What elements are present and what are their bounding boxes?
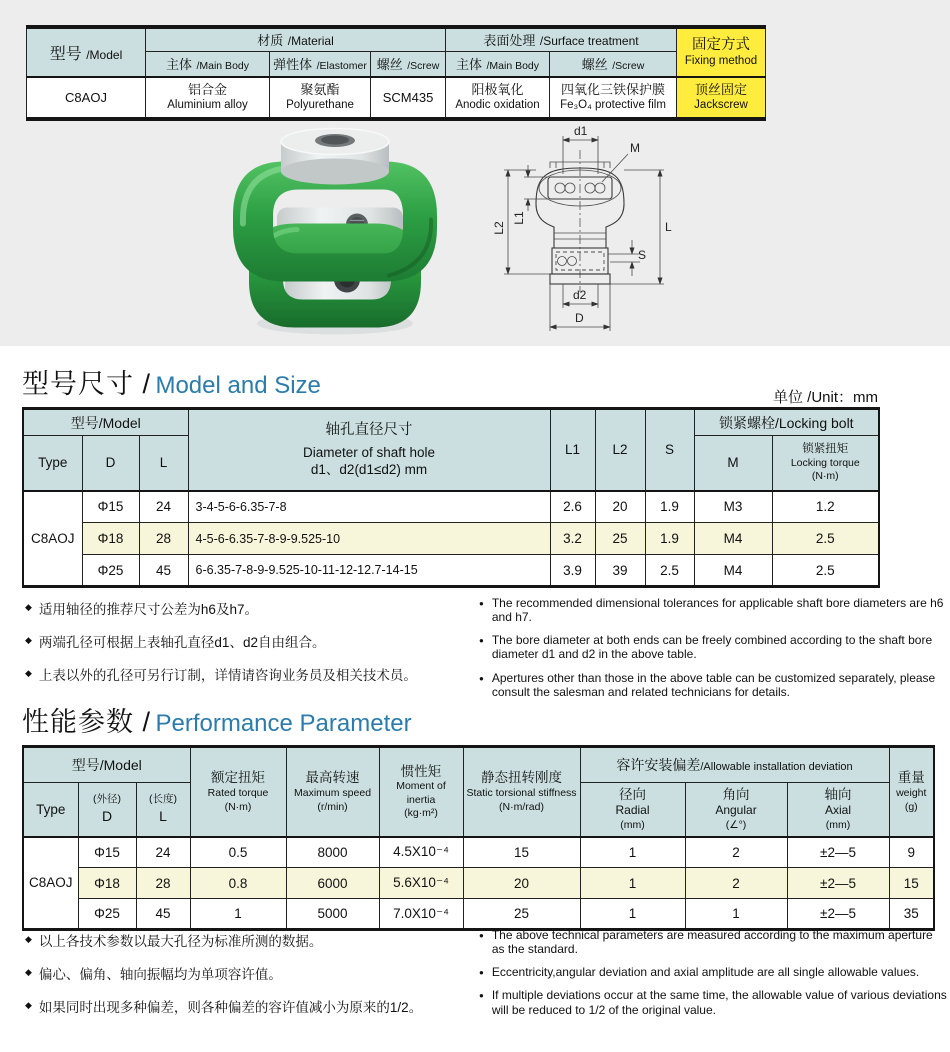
size-m-18: M4 [694, 523, 772, 555]
size-note-zh-3: 上表以外的孔径可另行订制，详情请咨询业务员及相关技术员。 [38, 668, 417, 683]
unit-label: 单位 /Unit：mm [772, 389, 878, 406]
bullet-dot-icon: ● [479, 599, 484, 608]
size-s-25: 2.5 [645, 555, 694, 587]
angular-header: 角向 Angular (∠°) [685, 783, 787, 837]
perf-notes-zh [25, 930, 470, 1029]
size-note-zh-2: 两端孔径可根据上表轴孔直径d1、d2自由组合。 [38, 635, 326, 650]
size-l-15: 24 [139, 491, 188, 523]
perf-axial-25: ±2—5 [787, 899, 889, 930]
size-section-title: 型号尺寸 / Model and Size [22, 369, 321, 399]
bullet-diamond-icon: ◆ [25, 1000, 32, 1010]
size-l-18: 28 [139, 523, 188, 555]
size-type-value: C8AOJ [23, 491, 82, 587]
specification-table [26, 25, 766, 121]
perf-axial-15: ±2—5 [787, 837, 889, 868]
stiffness-header: 静态扭转刚度 Static torsional stiffness (N·m/rad) [463, 747, 580, 837]
screw-value-cell: SCM435 [371, 77, 446, 119]
perf-speed-25: 5000 [286, 899, 379, 930]
deviation-header: 容许安装偏差/Allowable installation deviation [580, 747, 889, 783]
perf-notes-en [479, 928, 947, 1026]
size-m-25: M4 [694, 555, 772, 587]
perf-weight-18: 15 [889, 868, 934, 899]
perf-type-value: C8AOJ [23, 837, 78, 930]
dim-label-d2: d2 [573, 288, 587, 302]
bullet-diamond-icon: ◆ [25, 635, 32, 645]
axial-header: 轴向 Axial (mm) [787, 783, 889, 837]
perf-radial-25: 1 [580, 899, 685, 930]
size-l-25: 45 [139, 555, 188, 587]
surface-header-cell: 表面处理 /Surface treatment [446, 27, 677, 51]
material-header-cell: 材质 /Material [146, 27, 446, 51]
top-gray-panel [0, 0, 950, 346]
l1-header: L1 [550, 409, 595, 491]
perf-stiffness-25: 25 [463, 899, 580, 930]
perf-torque-25: 1 [190, 899, 286, 930]
perf-row-15 [23, 837, 934, 868]
perf-stiffness-15: 15 [463, 837, 580, 868]
size-holes-25: 6-6.35-7-8-9-9.525-10-11-12-12.7-14-15 [188, 555, 550, 587]
perf-model-header: 型号/Model [23, 747, 190, 783]
perf-note-zh-3: 如果同时出现多种偏差，则各种偏差的容许值减小为原来的1/2。 [38, 1000, 423, 1015]
perf-speed-18: 6000 [286, 868, 379, 899]
perf-d-18: Φ18 [78, 868, 136, 899]
rated-torque-header: 额定扭矩 Rated torque (N·m) [190, 747, 286, 837]
size-l2-18: 25 [595, 523, 645, 555]
perf-row-25 [23, 899, 934, 930]
size-l1-15: 2.6 [550, 491, 595, 523]
perf-note-en-3: If multiple deviations occur at the same time, the allowable value of various deviations will be reduced to 1/2 of the original value. [491, 988, 947, 1017]
perf-radial-18: 1 [580, 868, 685, 899]
main-body-value-cell: 铝合金 Aluminium alloy [146, 77, 270, 119]
perf-note-zh-1: 以上各技术参数以最大孔径为标准所测的数据。 [38, 934, 323, 949]
dim-label-d1: d1 [574, 124, 588, 138]
l2-header: L2 [595, 409, 645, 491]
l-header: L [139, 436, 188, 491]
size-row-15 [23, 491, 879, 523]
perf-note-en-1: The above technical parameters are measured according to the maximum aperture as the standard. [491, 928, 933, 957]
perf-note-en-2: Eccentricity,angular deviation and axial amplitude are all single allowable values. [491, 965, 920, 980]
surface-screw-subheader: 螺丝 /Screw [550, 51, 677, 77]
fixing-method-header-cell: 固定方式 Fixing method [677, 27, 766, 77]
perf-weight-25: 35 [889, 899, 934, 930]
size-note-zh-1: 适用轴径的推荐尺寸公差为h6及h7。 [38, 602, 258, 617]
perf-radial-15: 1 [580, 837, 685, 868]
size-m-15: M3 [694, 491, 772, 523]
size-l1-25: 3.9 [550, 555, 595, 587]
dim-label-l: L [665, 220, 672, 234]
model-header-cell: 型号 /Model [27, 27, 146, 77]
size-l1-18: 3.2 [550, 523, 595, 555]
perf-angular-18: 2 [685, 868, 787, 899]
size-note-en-3: Apertures other than those in the above table can be customized separately, please consult the salesman and related technicians for details. [491, 670, 936, 699]
bullet-dot-icon: ● [479, 991, 484, 1001]
perf-d-15: Φ15 [78, 837, 136, 868]
perf-l-18: 28 [136, 868, 190, 899]
shaft-hole-header: 轴孔直径尺寸 Diameter of shaft hole d1、d2(d1≤d2) mm [188, 409, 550, 491]
inertia-header: 惯性矩 Moment of inertia (kg·m²) [379, 747, 463, 837]
weight-header: 重量 weight (g) [889, 747, 934, 837]
locking-bolt-header: 锁紧螺栓/Locking bolt [694, 409, 879, 436]
perf-inertia-25: 7.0X10⁻⁴ [379, 899, 463, 930]
elastomer-subheader: 弹性体 /Elastomer [270, 51, 371, 77]
bullet-dot-icon: ● [479, 636, 484, 646]
perf-stiffness-18: 20 [463, 868, 580, 899]
bullet-diamond-icon: ◆ [25, 967, 32, 977]
size-notes-en [479, 596, 947, 708]
surface-screw-value-cell: 四氧化三铁保护膜 Fe₃O₄ protective film [550, 77, 677, 119]
m-header: M [694, 436, 772, 491]
bullet-diamond-icon: ◆ [25, 934, 32, 944]
size-note-en-1: The recommended dimensional tolerances for applicable shaft bore diameters are h6 and h7. [491, 596, 944, 625]
perf-note-zh-2: 偏心、偏角、轴向振幅均为单项容许值。 [38, 967, 282, 982]
perf-l-25: 45 [136, 899, 190, 930]
perf-l-15: 24 [136, 837, 190, 868]
perf-torque-15: 0.5 [190, 837, 286, 868]
dim-label-l1: L1 [512, 211, 526, 225]
model-size-table [22, 407, 880, 588]
locking-torque-header: 锁紧扭矩 Locking torque (N·m) [772, 436, 879, 491]
perf-section-title: 性能参数 / Performance Parameter [22, 707, 412, 737]
bullet-dot-icon: ● [479, 968, 484, 978]
perf-axial-18: ±2—5 [787, 868, 889, 899]
size-s-18: 1.9 [645, 523, 694, 555]
radial-header: 径向 Radial (mm) [580, 783, 685, 837]
size-torque-25: 2.5 [772, 555, 879, 587]
size-d-15: Φ15 [82, 491, 139, 523]
size-torque-18: 2.5 [772, 523, 879, 555]
perf-type-header: Type [23, 783, 78, 837]
bullet-diamond-icon: ◆ [25, 602, 32, 612]
product-photo-coupling [185, 122, 475, 340]
size-model-header: 型号/Model [23, 409, 188, 436]
type-header: Type [23, 436, 82, 491]
main-body-subheader: 主体 /Main Body [146, 51, 270, 77]
size-row-18 [23, 523, 879, 555]
size-note-en-2: The bore diameter at both ends can be freely combined according to the shaft bore diameter d1 and d2 in the above table. [491, 633, 933, 662]
size-s-15: 1.9 [645, 491, 694, 523]
size-d-18: Φ18 [82, 523, 139, 555]
size-l2-15: 20 [595, 491, 645, 523]
perf-inertia-18: 5.6X10⁻⁴ [379, 868, 463, 899]
screw-subheader: 螺丝 /Screw [371, 51, 446, 77]
perf-d-header: (外径) D [78, 783, 136, 837]
surface-main-subheader: 主体 /Main Body [446, 51, 550, 77]
dim-label-D: D [575, 311, 584, 325]
size-row-25 [23, 555, 879, 587]
perf-row-18 [23, 868, 934, 899]
size-torque-15: 1.2 [772, 491, 879, 523]
model-value-cell: C8AOJ [27, 77, 146, 119]
surface-main-value-cell: 阳极氧化 Anodic oxidation [446, 77, 550, 119]
max-speed-header: 最高转速 Maximum speed (r/min) [286, 747, 379, 837]
dim-label-s: S [638, 248, 647, 262]
perf-speed-15: 8000 [286, 837, 379, 868]
perf-d-25: Φ25 [78, 899, 136, 930]
perf-torque-18: 0.8 [190, 868, 286, 899]
bullet-diamond-icon: ◆ [25, 668, 32, 678]
bullet-dot-icon: ● [479, 673, 484, 683]
size-d-25: Φ25 [82, 555, 139, 587]
performance-table [22, 745, 935, 931]
size-l2-25: 39 [595, 555, 645, 587]
size-notes-zh [25, 598, 470, 697]
s-header: S [645, 409, 694, 491]
size-holes-15: 3-4-5-6-6.35-7-8 [188, 491, 550, 523]
bullet-dot-icon: ● [479, 931, 484, 940]
dim-label-l2: L2 [492, 221, 506, 235]
d-header: D [82, 436, 139, 491]
elastomer-value-cell: 聚氨酯 Polyurethane [270, 77, 371, 119]
perf-inertia-15: 4.5X10⁻⁴ [379, 837, 463, 868]
technical-drawing [468, 124, 724, 346]
size-holes-18: 4-5-6-6.35-7-8-9-9.525-10 [188, 523, 550, 555]
fixing-value-cell: 顶丝固定 Jackscrew [677, 77, 766, 119]
perf-weight-15: 9 [889, 837, 934, 868]
dim-label-m: M [630, 141, 640, 155]
perf-angular-25: 1 [685, 899, 787, 930]
perf-l-header: (长度) L [136, 783, 190, 837]
perf-angular-15: 2 [685, 837, 787, 868]
